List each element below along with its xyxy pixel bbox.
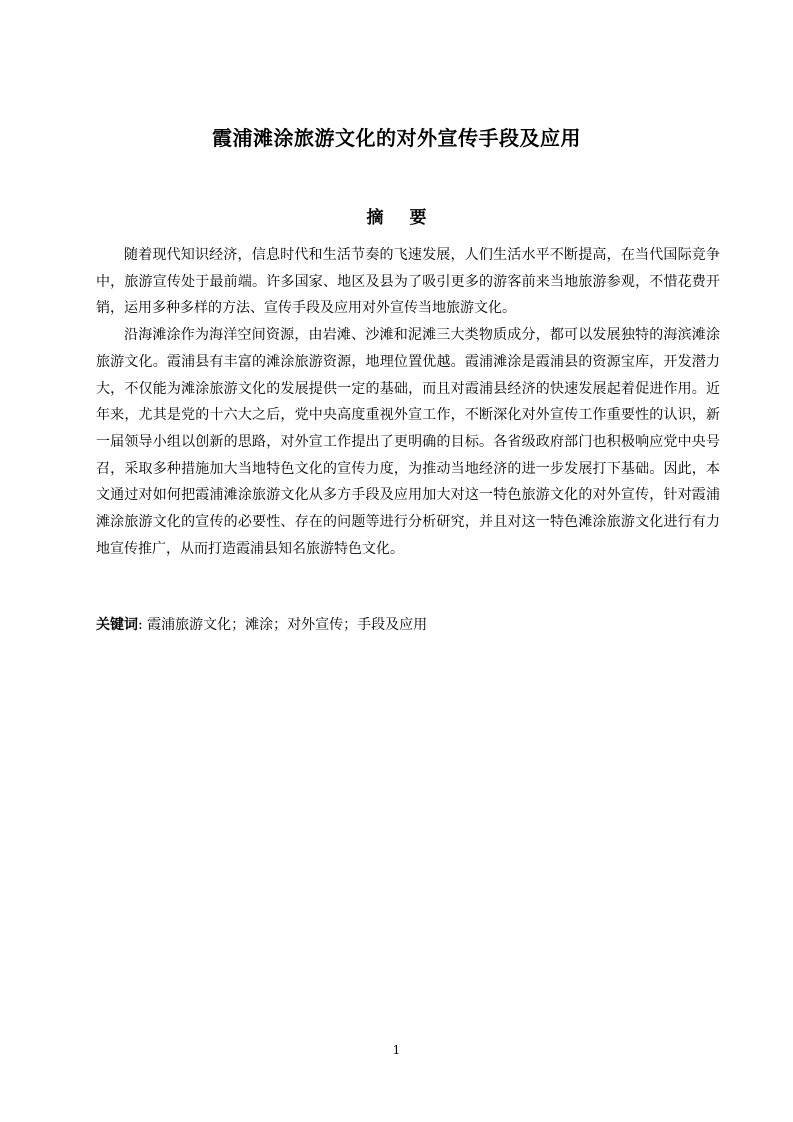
page-number: 1 (392, 1043, 401, 1057)
keywords-text: 霞浦旅游文化；滩涂；对外宣传；手段及应用 (147, 617, 428, 633)
keywords-line (96, 613, 720, 637)
keywords-separator: : (138, 617, 143, 633)
document-title: 霞浦滩涂旅游文化的对外宣传手段及应用 (212, 126, 581, 150)
keywords-label: 关键词 (96, 617, 138, 633)
abstract-body (96, 242, 720, 562)
abstract-heading: 摘 要 (366, 208, 437, 228)
abstract-paragraph-2: 沿海滩涂作为海洋空间资源，由岩滩、沙滩和泥滩三大类物质成分，都可以发展独特的海滨滩涂旅游文化。霞浦县有丰富的滩涂旅游资源，地理位置优越。霞浦滩涂是霞浦县的资源宝库，开发潜力大，不仅能为滩涂旅游文化的发展提供一定的基础，而且对霞浦县经济的快速发展起着促进作用。近年来，尤其是党的十六大之后，党中央高度重视外宣工作，不断深化对外宣传工作重要性的认识，新一届领导小组以创新的思路，对外宣工作提出了更明确的目标。各省级政府部门也积极响应党中央号召，采取多种措施加大当地特色文化的宣传力度，为推动当地经济的进一步发展打下基础。因此，本文通过对如何把霞浦滩涂旅游文化从多方手段及应用加大对这一特色旅游文化的对外宣传，针对霞浦滩涂旅游文化的宣传的必要性、存在的问题等进行分析研究，并且对这一特色滩涂旅游文化进行有力地宣传推广，从而打造霞浦县知名旅游特色文化。 (96, 327, 720, 557)
abstract-paragraph-1: 随着现代知识经济，信息时代和生活节奏的飞速发展，人们生活水平不断提高，在当代国际竞争中，旅游宣传处于最前端。许多国家、地区及县为了吸引更多的游客前来当地旅游参观，不惜花费开销，运用多种多样的方法、宣传手段及应用对外宣传当地旅游文化。 (96, 247, 720, 317)
